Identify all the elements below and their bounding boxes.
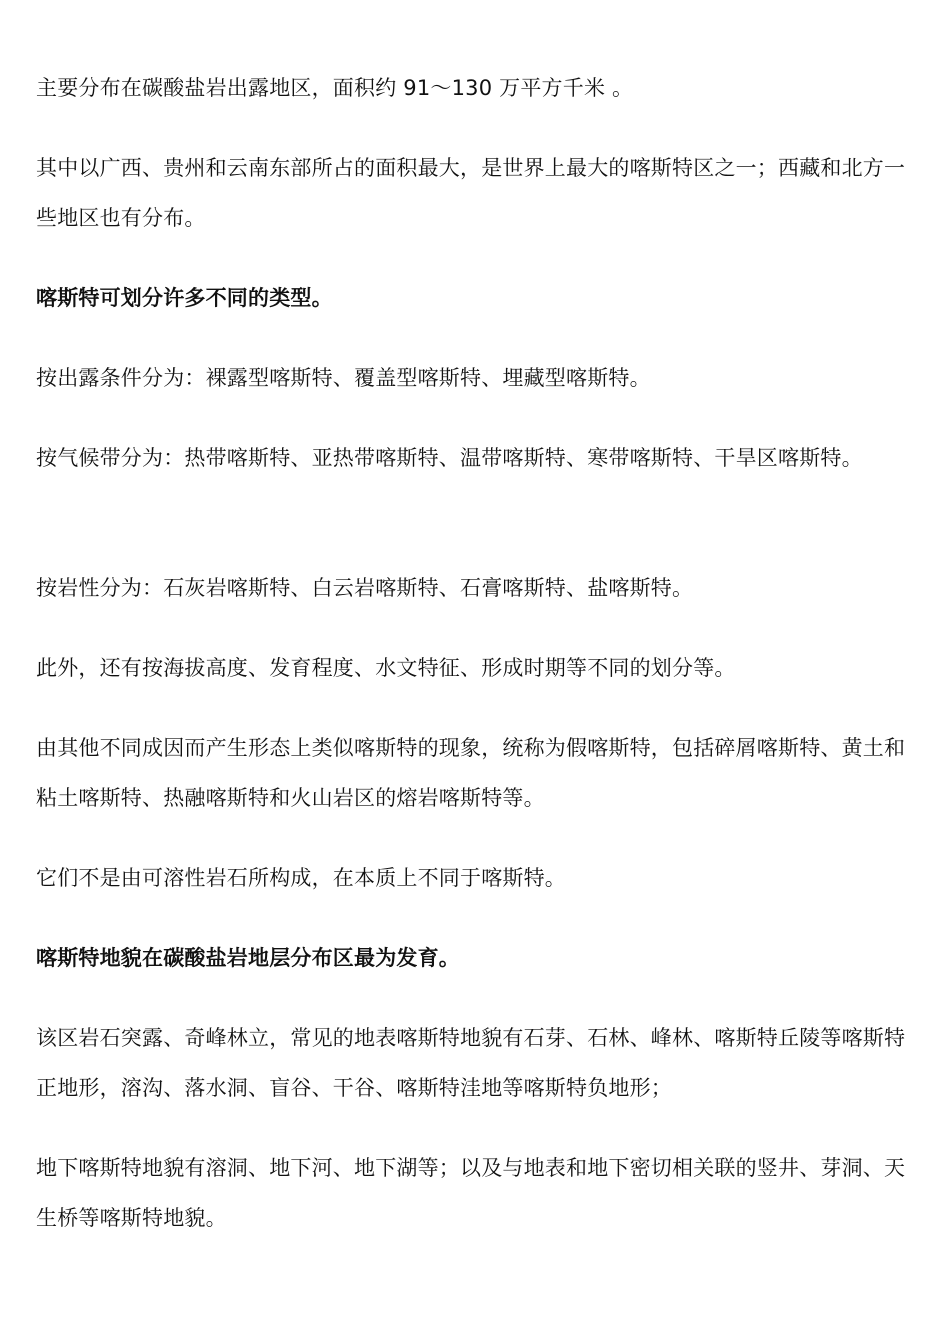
paragraph-pseudo-karst: 由其他不同成因而产生形态上类似喀斯特的现象，统称为假喀斯特，包括碎屑喀斯特、黄土和粘土喀斯特、热融喀斯特和火山岩区的熔岩喀斯特等。 — [36, 736, 906, 810]
paragraph-surface-landforms: 该区岩石突露、奇峰林立，常见的地表喀斯特地貌有石芽、石林、峰林、喀斯特丘陵等喀斯特正地形，溶沟、落水洞、盲谷、干谷、喀斯特洼地等喀斯特负地形； — [36, 1026, 906, 1100]
paragraph-not-soluble: 它们不是由可溶性岩石所构成，在本质上不同于喀斯特。 — [36, 866, 566, 890]
paragraph-climate-types: 按气候带分为：热带喀斯特、亚热带喀斯特、温带喀斯特、寒带喀斯特、干旱区喀斯特。 — [36, 446, 863, 470]
paragraph-exposure-types: 按出露条件分为：裸露型喀斯特、覆盖型喀斯特、埋藏型喀斯特。 — [36, 366, 651, 390]
heading-landform-development: 喀斯特地貌在碳酸盐岩地层分布区最为发育。 — [36, 946, 460, 970]
paragraph-underground-landforms: 地下喀斯特地貌有溶洞、地下河、地下湖等；以及与地表和地下密切相关联的竖井、芽洞、天生桥等喀斯特地貌。 — [36, 1156, 906, 1230]
paragraph-lithology-types: 按岩性分为：石灰岩喀斯特、白云岩喀斯特、石膏喀斯特、盐喀斯特。 — [36, 576, 694, 600]
paragraph-other-classifications: 此外，还有按海拔高度、发育程度、水文特征、形成时期等不同的划分等。 — [36, 656, 736, 680]
heading-types: 喀斯特可划分许多不同的类型。 — [36, 286, 333, 310]
paragraph-regions: 其中以广西、贵州和云南东部所占的面积最大，是世界上最大的喀斯特区之一；西藏和北方一些地区也有分布。 — [36, 156, 906, 230]
paragraph-distribution: 主要分布在碳酸盐岩出露地区，面积约 91～130 万平方千米 。 — [36, 76, 634, 100]
